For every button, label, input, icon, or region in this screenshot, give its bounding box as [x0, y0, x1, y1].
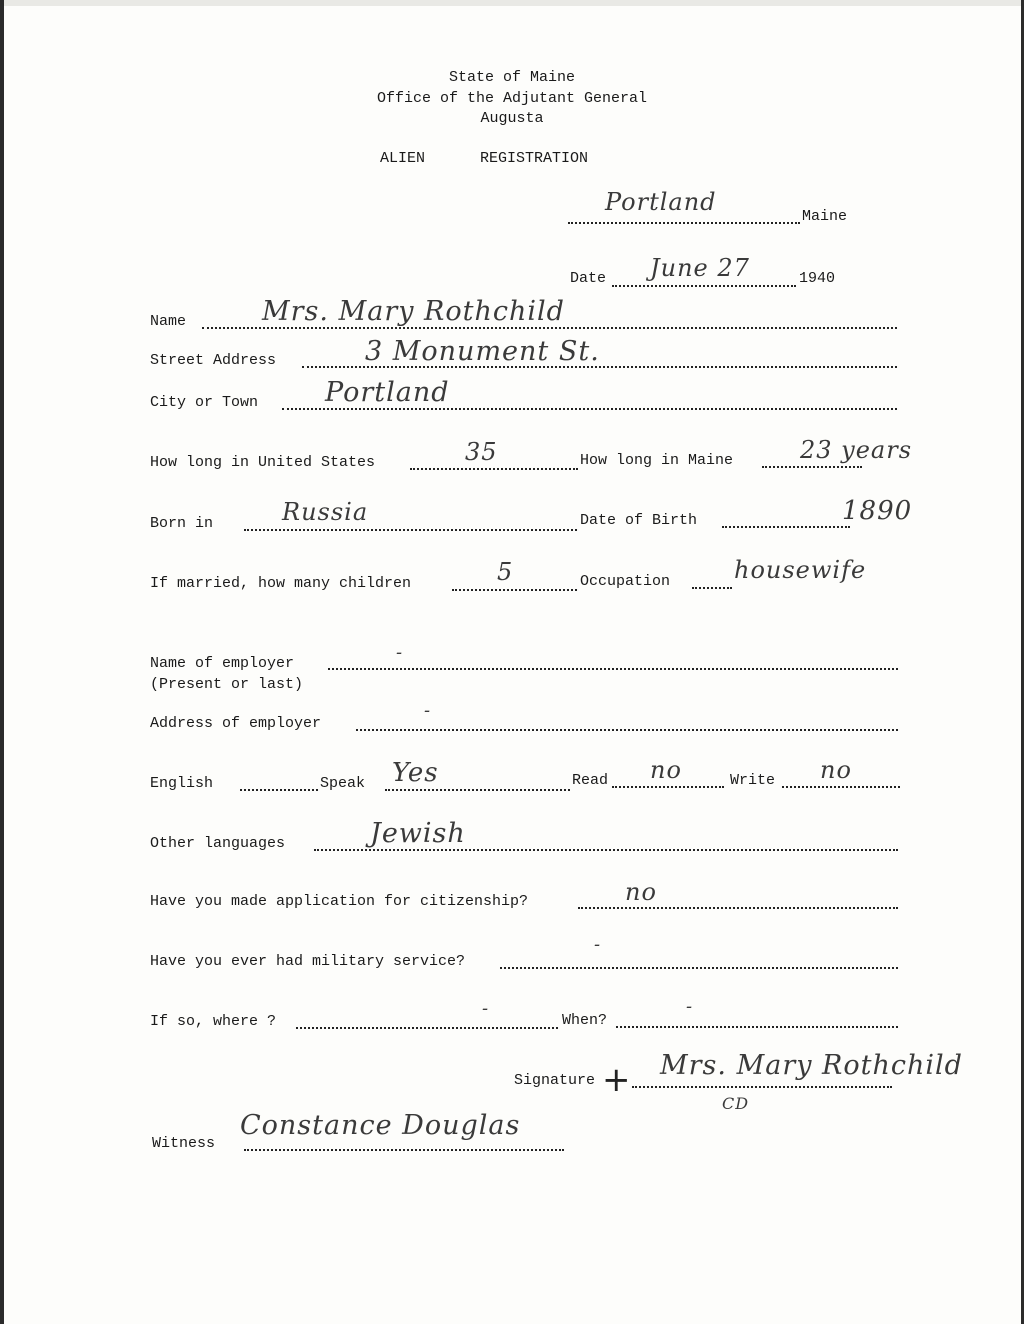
dob-label: Date of Birth	[580, 512, 698, 529]
place-suffix: Maine	[802, 208, 848, 225]
date-dotted-line	[612, 283, 796, 287]
english-label: English	[150, 775, 214, 792]
scan-top-edge	[0, 0, 1024, 6]
street-label: Street Address	[150, 352, 277, 369]
write-dotted-line	[782, 784, 900, 788]
where-label: If so, where ?	[150, 1013, 277, 1030]
place-value: Portland	[605, 188, 717, 216]
speak-value: Yes	[392, 758, 439, 788]
employer-dotted-line	[328, 666, 898, 670]
us-dotted-line	[410, 466, 578, 470]
military-value: -	[594, 934, 602, 955]
signature-dotted-line	[632, 1084, 892, 1088]
maine-label: How long in Maine	[580, 452, 734, 469]
write-value: no	[820, 756, 852, 784]
witness-value: Constance Douglas	[240, 1110, 521, 1141]
us-label: How long in United States	[150, 454, 376, 471]
read-label: Read	[572, 772, 609, 789]
speak-label: Speak	[320, 775, 366, 792]
occupation-label: Occupation	[580, 573, 671, 590]
date-value: June 27	[650, 254, 750, 282]
header-office: Office of the Adjutant General	[376, 90, 648, 107]
employer-value: -	[396, 642, 404, 663]
where-value: -	[482, 998, 490, 1019]
dob-dotted-line	[722, 524, 850, 528]
witness-dotted-line	[244, 1147, 564, 1151]
when-label: When?	[562, 1012, 608, 1029]
born-label: Born in	[150, 515, 214, 532]
maine-value: 23 years	[800, 436, 913, 464]
occupation-value: housewife	[734, 556, 867, 584]
occupation-dotted-line	[692, 585, 732, 589]
scan-left-edge	[0, 0, 4, 1324]
employer-label: Name of employer	[150, 655, 295, 672]
maine-dotted-line	[762, 464, 862, 468]
english-dotted-line	[240, 787, 318, 791]
employer-address-dotted-line	[356, 727, 898, 731]
signature-mark: +	[602, 1060, 631, 1100]
when-dotted-line	[616, 1024, 898, 1028]
date-label: Date	[570, 270, 607, 287]
signature-label: Signature	[514, 1072, 596, 1089]
military-label: Have you ever had military service?	[150, 953, 466, 970]
children-dotted-line	[452, 587, 577, 591]
read-value: no	[650, 756, 682, 784]
children-label: If married, how many children	[150, 575, 412, 592]
where-dotted-line	[296, 1025, 558, 1029]
children-value: 5	[497, 558, 514, 586]
us-value: 35	[465, 438, 498, 466]
employer-sublabel: (Present or last)	[150, 676, 304, 693]
title-registration: REGISTRATION	[480, 150, 589, 167]
employer-address-value: -	[424, 700, 432, 721]
name-label: Name	[150, 313, 187, 330]
dob-value: 1890	[842, 496, 913, 526]
witness-label: Witness	[152, 1135, 216, 1152]
write-label: Write	[730, 772, 776, 789]
citizenship-value: no	[625, 878, 657, 906]
read-dotted-line	[612, 784, 724, 788]
languages-label: Other languages	[150, 835, 286, 852]
signature-initials: CD	[722, 1094, 750, 1113]
when-value: -	[686, 996, 694, 1017]
born-value: Russia	[282, 498, 369, 526]
street-value: 3 Monument St.	[365, 336, 600, 367]
languages-value: Jewish	[370, 818, 466, 849]
city-value: Portland	[325, 377, 450, 408]
military-dotted-line	[500, 965, 898, 969]
employer-address-label: Address of employer	[150, 715, 322, 732]
header-city: Augusta	[480, 110, 544, 127]
date-year: 1940	[799, 270, 836, 287]
signature-value: Mrs. Mary Rothchild	[660, 1050, 963, 1081]
title-alien: ALIEN	[380, 150, 426, 167]
header-state: State of Maine	[448, 69, 576, 86]
born-dotted-line	[244, 527, 577, 531]
name-value: Mrs. Mary Rothchild	[262, 296, 565, 327]
place-dotted-line	[568, 220, 800, 224]
city-label: City or Town	[150, 394, 259, 411]
citizenship-label: Have you made application for citizenship?	[150, 893, 529, 910]
